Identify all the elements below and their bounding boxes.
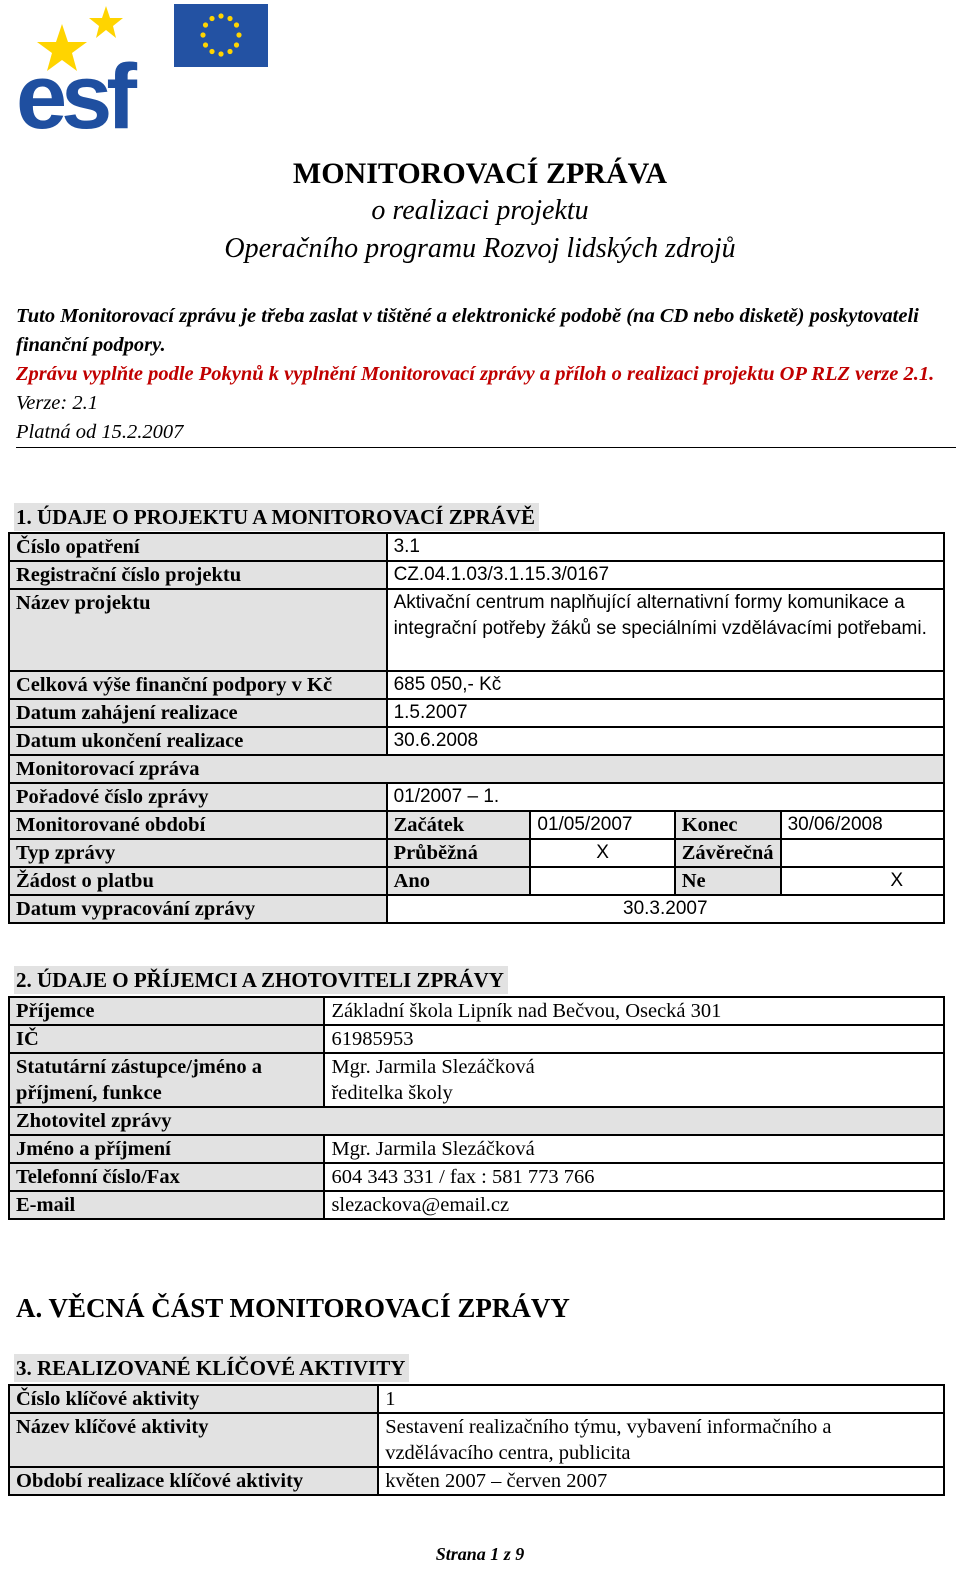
table-row bbox=[9, 699, 944, 727]
section-2-heading: 2. ÚDAJE O PŘÍJEMCI A ZHOTOVITELI ZPRÁVY bbox=[14, 966, 508, 994]
label-cislo-opatreni: Číslo opatření bbox=[9, 533, 387, 561]
label-zacatek: Začátek bbox=[387, 811, 531, 839]
label-ic: IČ bbox=[9, 1025, 324, 1053]
label-zadost-platba: Žádost o platbu bbox=[9, 867, 387, 895]
table-row bbox=[9, 895, 944, 923]
value-konec: 30/06/2008 bbox=[781, 811, 944, 839]
value-ic: 61985953 bbox=[324, 1025, 944, 1053]
star-icon bbox=[89, 6, 123, 38]
value-poradove-cislo: 01/2007 – 1. bbox=[387, 783, 944, 811]
label-monitorovaci-zprava: Monitorovací zpráva bbox=[9, 755, 944, 783]
value-prijemce: Základní škola Lipník nad Bečvou, Osecká 301 bbox=[324, 997, 944, 1025]
label-nazev-aktivity: Název klíčové aktivity bbox=[9, 1413, 378, 1467]
value-celkova-podpora: 685 050,- Kč bbox=[387, 671, 944, 699]
value-obdobi-aktivity: květen 2007 – červen 2007 bbox=[378, 1467, 944, 1495]
table-row bbox=[9, 783, 944, 811]
table-row bbox=[9, 1191, 944, 1219]
table-row bbox=[9, 755, 944, 783]
table-row bbox=[9, 1163, 944, 1191]
mark-ano bbox=[530, 867, 674, 895]
value-datum-vypracovani: 30.3.2007 bbox=[387, 895, 944, 923]
value-zacatek: 01/05/2007 bbox=[530, 811, 674, 839]
table-row bbox=[9, 997, 944, 1025]
mark-ne: X bbox=[781, 867, 944, 895]
label-zaverecna: Závěrečná bbox=[675, 839, 781, 867]
document-subtitle-1: o realizaci projektu bbox=[371, 195, 589, 226]
label-ne: Ne bbox=[675, 867, 781, 895]
label-statutarni-line2: příjmení, funkce bbox=[16, 1082, 162, 1104]
value-cislo-opatreni: 3.1 bbox=[387, 533, 944, 561]
section-3-heading: 3. REALIZOVANÉ KLÍČOVÉ AKTIVITY bbox=[14, 1354, 409, 1382]
table-row bbox=[9, 1413, 944, 1467]
table-row bbox=[9, 839, 944, 867]
value-statutarni-name: Mgr. Jarmila Slezáčková bbox=[331, 1056, 535, 1078]
label-celkova-podpora: Celková výše finanční podpory v Kč bbox=[9, 671, 387, 699]
label-cislo-aktivity: Číslo klíčové aktivity bbox=[9, 1385, 378, 1413]
document-subtitle-2: Operačního programu Rozvoj lidských zdrojů bbox=[224, 233, 736, 264]
project-info-table bbox=[8, 532, 945, 924]
intro-version: Verze: 2.1 bbox=[16, 392, 98, 414]
label-poradove-cislo: Pořadové číslo zprávy bbox=[9, 783, 387, 811]
value-email: slezackova@email.cz bbox=[324, 1191, 944, 1219]
table-row bbox=[9, 1025, 944, 1053]
document-title: MONITOROVACÍ ZPRÁVA bbox=[292, 157, 668, 190]
label-ano: Ano bbox=[387, 867, 531, 895]
table-row bbox=[9, 1053, 944, 1107]
label-reg-cislo: Registrační číslo projektu bbox=[9, 561, 387, 589]
label-ukonceni: Datum ukončení realizace bbox=[9, 727, 387, 755]
intro-valid-from: Platná od 15.2.2007 bbox=[16, 418, 956, 448]
title-block bbox=[0, 156, 960, 268]
mark-zaverecna bbox=[781, 839, 944, 867]
label-obdobi-aktivity: Období realizace klíčové aktivity bbox=[9, 1467, 378, 1495]
label-jmeno: Jméno a příjmení bbox=[9, 1135, 324, 1163]
page-number: Strana 1 z 9 bbox=[435, 1544, 525, 1564]
label-zhotovitel: Zhotovitel zprávy bbox=[9, 1107, 944, 1135]
intro-guidance: Zprávu vyplňte podle Pokynů k vyplnění Monitorovací zprávy a příloh o realizaci projektu OP RLZ verze 2.1. bbox=[16, 363, 935, 385]
esf-logo bbox=[14, 2, 274, 132]
label-prijemce: Příjemce bbox=[9, 997, 324, 1025]
key-activities-table bbox=[8, 1384, 945, 1496]
label-email: E-mail bbox=[9, 1191, 324, 1219]
value-zahajeni: 1.5.2007 bbox=[387, 699, 944, 727]
part-a-heading: A. VĚCNÁ ČÁST MONITOROVACÍ ZPRÁVY bbox=[16, 1293, 570, 1323]
label-monitorovane-obdobi: Monitorované období bbox=[9, 811, 387, 839]
table-row bbox=[9, 671, 944, 699]
value-nazev-aktivity: Sestavení realizačního týmu, vybavení informačního a vzdělávacího centra, publicita bbox=[378, 1413, 944, 1467]
table-row bbox=[9, 1385, 944, 1413]
eu-flag bbox=[174, 4, 268, 67]
label-prubezna: Průběžná bbox=[387, 839, 531, 867]
label-datum-vypracovani: Datum vypracování zprávy bbox=[9, 895, 387, 923]
table-row bbox=[9, 561, 944, 589]
mark-prubezna: X bbox=[530, 839, 674, 867]
intro-block bbox=[16, 302, 941, 448]
label-statutarni-line1: Statutární zástupce/jméno a bbox=[16, 1056, 262, 1078]
value-statutarni-zastupce bbox=[324, 1053, 944, 1107]
value-jmeno: Mgr. Jarmila Slezáčková bbox=[324, 1135, 944, 1163]
value-statutarni-function: ředitelka školy bbox=[331, 1082, 453, 1104]
value-reg-cislo: CZ.04.1.03/3.1.15.3/0167 bbox=[387, 561, 944, 589]
recipient-table bbox=[8, 996, 945, 1220]
table-row bbox=[9, 533, 944, 561]
value-nazev-projektu: Aktivační centrum naplňující alternativní formy komunikace a integrační potřeby žáků se speciálními vzdělávacími potřebami. bbox=[387, 589, 944, 671]
table-row bbox=[9, 727, 944, 755]
table-row bbox=[9, 589, 944, 671]
table-row bbox=[9, 867, 944, 895]
value-ukonceni: 30.6.2008 bbox=[387, 727, 944, 755]
label-nazev-projektu: Název projektu bbox=[9, 589, 387, 671]
esf-logo-text: esf bbox=[16, 46, 131, 132]
label-konec: Konec bbox=[675, 811, 781, 839]
section-1-heading: 1. ÚDAJE O PROJEKTU A MONITOROVACÍ ZPRÁVĚ bbox=[14, 503, 539, 531]
label-zahajeni: Datum zahájení realizace bbox=[9, 699, 387, 727]
table-row bbox=[9, 1467, 944, 1495]
table-row bbox=[9, 811, 944, 839]
label-telefon: Telefonní číslo/Fax bbox=[9, 1163, 324, 1191]
label-statutarni-zastupce bbox=[9, 1053, 324, 1107]
table-row bbox=[9, 1107, 944, 1135]
intro-instruction: Tuto Monitorovací zprávu je třeba zaslat v tištěné a elektronické podobě (na CD nebo disketě) poskytovateli finanční podpory. bbox=[16, 305, 919, 356]
label-typ-zpravy: Typ zprávy bbox=[9, 839, 387, 867]
value-cislo-aktivity: 1 bbox=[378, 1385, 944, 1413]
esf-emblem bbox=[14, 6, 159, 132]
value-telefon: 604 343 331 / fax : 581 773 766 bbox=[324, 1163, 944, 1191]
table-row bbox=[9, 1135, 944, 1163]
